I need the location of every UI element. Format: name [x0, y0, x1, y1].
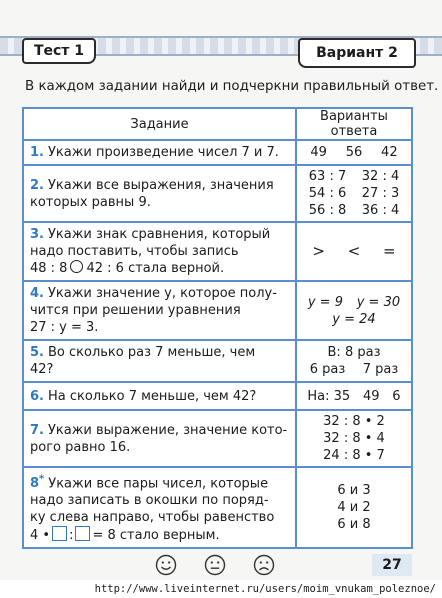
- task-row-2: [23, 165, 412, 222]
- task-line: Укажи произведение чисел 7 и 7.: [47, 145, 279, 160]
- answer-option[interactable]: 36 : 4: [361, 203, 400, 218]
- task-row-5: [23, 340, 412, 382]
- source-url: http://www.liveinternet.ru/users/moim_vnukam_poleznoe/: [0, 580, 442, 598]
- task-number: 3.: [30, 227, 44, 242]
- answer-option[interactable]: 6 и 3: [337, 483, 371, 499]
- neutral-face-icon[interactable]: [204, 554, 226, 578]
- column-header-answers: Варианты ответа: [296, 108, 412, 140]
- task-row-4: [23, 281, 412, 340]
- task-text: [23, 165, 296, 222]
- answer-option[interactable]: y = 30: [356, 294, 401, 310]
- equation-left: 4 •: [30, 528, 51, 544]
- tasks-table: [22, 107, 413, 549]
- smile-face-icon[interactable]: [155, 554, 177, 578]
- task-line: Укажи все пары чисел, которые: [48, 476, 269, 492]
- task-row-6: [23, 382, 412, 410]
- task-line: Укажи значение y, которое полу-: [47, 286, 277, 301]
- answer-option[interactable]: y = 24: [332, 311, 376, 327]
- task-text: [23, 281, 296, 340]
- task-number: 5.: [30, 345, 44, 360]
- task-text: [23, 382, 296, 410]
- answer-option[interactable]: 32 : 4: [361, 169, 400, 184]
- answer-option[interactable]: 6 раз: [309, 362, 346, 377]
- task-number: 1.: [30, 145, 44, 160]
- task-text: [23, 140, 296, 165]
- sad-face-icon[interactable]: [253, 554, 275, 578]
- task-text: [23, 222, 296, 281]
- comparison-circle: [70, 260, 83, 273]
- answer-option[interactable]: 63 : 7: [308, 169, 347, 184]
- task-line: Укажи знак сравнения, который: [47, 227, 271, 242]
- answer-option[interactable]: В: 8 раз: [327, 345, 381, 360]
- answer-option[interactable]: 4 и 2: [337, 500, 371, 516]
- task-row-8: [23, 467, 412, 548]
- answer-option[interactable]: <: [347, 242, 361, 260]
- test-label: Тест 1: [22, 38, 96, 64]
- answer-options: [296, 140, 412, 165]
- task-number: 8*: [30, 474, 45, 492]
- answer-option[interactable]: 32 : 8 • 2: [323, 414, 385, 429]
- answer-options: [296, 222, 412, 281]
- answer-option[interactable]: =: [383, 242, 396, 260]
- answer-option[interactable]: 54 : 6: [308, 186, 347, 201]
- answer-option[interactable]: 27 : 3: [361, 186, 400, 201]
- answer-option[interactable]: 24 : 8 • 7: [323, 448, 385, 463]
- page-number: 27: [372, 554, 412, 576]
- answer-box-1: [52, 526, 67, 541]
- task-number: 4.: [30, 286, 44, 301]
- variant-label: Вариант 2: [298, 38, 416, 68]
- task-text: [23, 410, 296, 467]
- task-line-tail: стала верной.: [128, 261, 225, 276]
- task-line: рого равно 16.: [30, 439, 131, 455]
- answer-options: [296, 340, 412, 382]
- star-mark: *: [39, 474, 45, 485]
- answer-options: [296, 281, 412, 340]
- equation-tail: = 8 стало верным.: [92, 528, 220, 544]
- answer-option[interactable]: 42: [381, 145, 398, 160]
- expression-right: 42 : 6: [86, 261, 124, 276]
- answer-box-2: [75, 526, 90, 541]
- answer-option[interactable]: 49: [362, 388, 380, 404]
- answer-option[interactable]: 7 раз: [362, 362, 399, 377]
- expression-left: 48 : 8: [30, 261, 68, 276]
- answer-option[interactable]: 32 : 8 • 4: [323, 431, 385, 446]
- answer-options: [296, 165, 412, 222]
- task-line: Укажи все выражения, значения: [47, 177, 274, 193]
- task-line: надо записать в окошки по поряд-: [30, 493, 269, 509]
- task-line: Укажи выражение, значение кото-: [47, 422, 288, 438]
- task-text: [23, 340, 296, 382]
- answer-option[interactable]: y = 9: [307, 294, 343, 310]
- task-line: которых равны 9.: [30, 194, 151, 210]
- answer-option[interactable]: 49: [310, 145, 327, 160]
- task-row-1: [23, 140, 412, 165]
- self-assessment-faces: [155, 554, 275, 578]
- column-header-task: Задание: [23, 108, 296, 140]
- answer-option[interactable]: 56: [345, 145, 363, 160]
- answer-option[interactable]: 56 : 8: [308, 203, 347, 218]
- answer-option[interactable]: На: 35: [307, 388, 351, 404]
- task-number: 2.: [30, 177, 44, 193]
- answer-option[interactable]: 6 и 8: [337, 517, 371, 533]
- instruction-text: В каждом задании найди и подчеркни правильный ответ.: [25, 79, 439, 94]
- answer-option[interactable]: >: [312, 242, 325, 260]
- task-row-7: [23, 410, 412, 467]
- answer-option[interactable]: 6: [392, 388, 401, 404]
- answer-options: [296, 467, 412, 548]
- task-line: 42?: [30, 362, 54, 377]
- task-line: Во сколько раз 7 меньше, чем: [47, 345, 256, 360]
- task-line: На сколько 7 меньше, чем 42?: [47, 388, 257, 404]
- task-line: чится при решении уравнения: [30, 303, 241, 318]
- answer-options: [296, 410, 412, 467]
- task-number: 7.: [30, 422, 44, 438]
- task-line: надо поставить, чтобы запись: [30, 244, 239, 259]
- task-number: 6.: [30, 388, 44, 404]
- task-line: ку слева направо, чтобы равенство: [30, 510, 275, 526]
- answer-options: [296, 382, 412, 410]
- equation-divide: :: [69, 528, 74, 544]
- task-line: 27 : y = 3.: [30, 320, 99, 335]
- task-row-3: [23, 222, 412, 281]
- task-text: [23, 467, 296, 548]
